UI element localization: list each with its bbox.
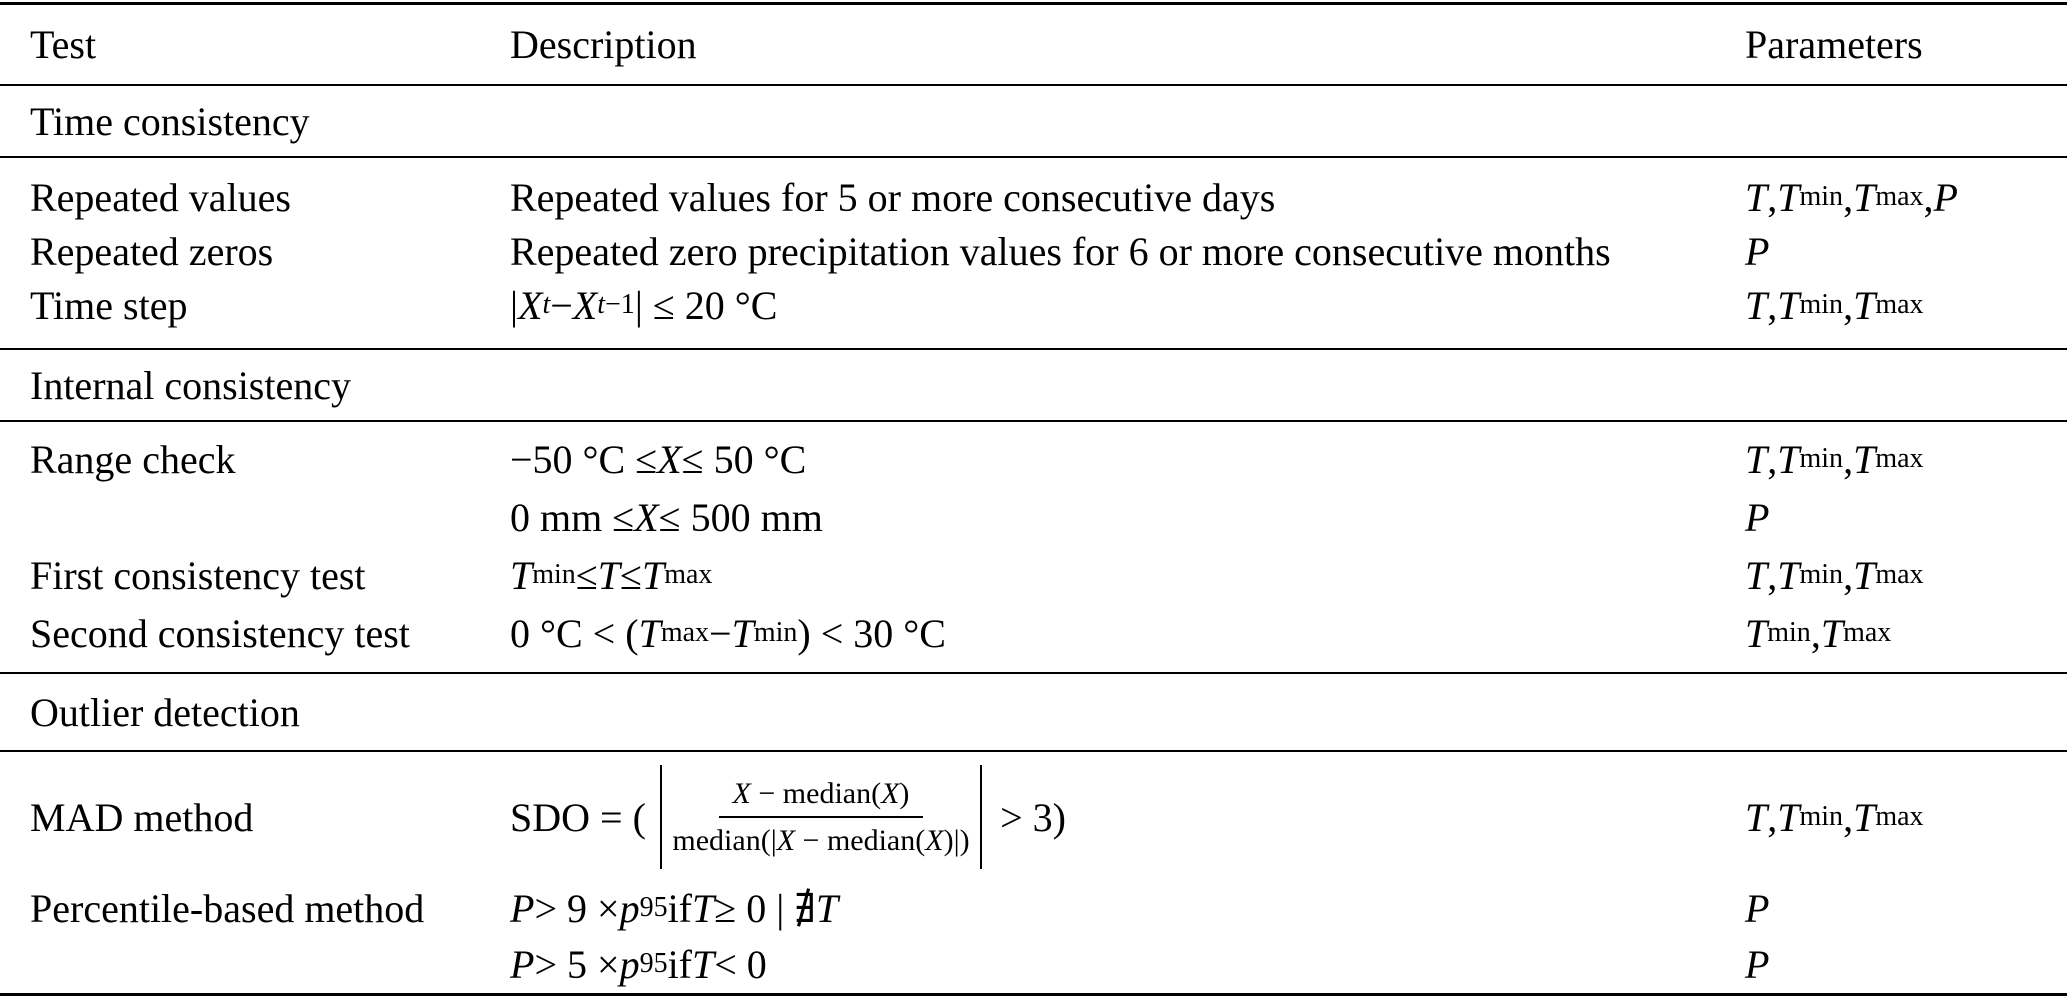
parameters-cell: T , T min , T max: [1745, 436, 1924, 482]
section-title: Outlier detection: [30, 689, 300, 735]
section-title: Internal consistency: [30, 362, 351, 408]
parameters-cell: T , T min , T max: [1745, 282, 1924, 328]
test-cell: [30, 936, 510, 992]
description-cell: Repeated zero precipitation values for 6 or more consecutive months: [510, 228, 1611, 274]
fraction: [672, 774, 969, 860]
parameters-cell: T min , T max: [1745, 610, 1892, 656]
parameters-cell: T , T min , T max , P: [1745, 174, 1958, 220]
description-cell: 0 mm ≤ X ≤ 500 mm: [510, 494, 823, 540]
vertical-bar: [980, 765, 983, 869]
parameters-cell: T , T min , T max: [1745, 794, 1924, 840]
test-cell: MAD method: [30, 794, 254, 840]
test-cell: Repeated zeros: [30, 228, 274, 274]
section-header-time-consistency: [0, 86, 2067, 158]
vertical-bar: [660, 765, 663, 869]
parameters-cell: P: [1745, 941, 1770, 987]
parameters-cell: T , T min , T max: [1745, 552, 1924, 598]
test-cell: [30, 488, 510, 546]
description-cell: P > 5 × p 95 if T < 0: [510, 941, 767, 987]
test-cell: Second consistency test: [30, 610, 410, 656]
fraction-denominator: median(|X − median(X)|): [672, 824, 970, 857]
column-header-test: Test: [30, 22, 97, 67]
description-cell: P > 9 × p 95 if T ≥ 0 | ∄ T: [510, 885, 839, 931]
table-header-row: [0, 5, 2067, 86]
section-rows-time-consistency: [0, 158, 2067, 350]
description-cell: Repeated values for 5 or more consecutive days: [510, 174, 1276, 220]
test-cell: Time step: [30, 282, 188, 328]
description-cell: | X t − X t−1 | ≤ 20 °C: [510, 282, 778, 328]
description-cell: [510, 754, 1745, 880]
description-cell: T min ≤ T ≤ T max: [510, 552, 713, 598]
test-cell: Range check: [30, 436, 236, 482]
column-header-parameters: Parameters: [1745, 22, 1923, 67]
column-header-description: Description: [510, 22, 697, 67]
parameters-cell: P: [1745, 228, 1770, 274]
description-cell: −50 °C ≤ X ≤ 50 °C: [510, 436, 807, 482]
test-cell: Percentile-based method: [30, 885, 425, 931]
section-header-outlier-detection: [0, 674, 2067, 752]
formula-lhs: SDO = (: [510, 794, 646, 840]
section-header-internal-consistency: [0, 350, 2067, 422]
section-rows-outlier-detection: [0, 752, 2067, 996]
formula-rhs: > 3): [1000, 794, 1066, 840]
parameters-cell: P: [1745, 494, 1770, 540]
paper-table: [0, 2, 2067, 998]
parameters-cell: P: [1745, 885, 1770, 931]
fraction-numerator: X − median(X): [719, 774, 924, 818]
test-cell: Repeated values: [30, 174, 291, 220]
section-title: Time consistency: [30, 98, 310, 144]
section-rows-internal-consistency: [0, 422, 2067, 674]
description-cell: 0 °C < ( T max − T min ) < 30 °C: [510, 610, 946, 656]
test-cell: First consistency test: [30, 552, 366, 598]
mad-formula: [510, 765, 1066, 869]
